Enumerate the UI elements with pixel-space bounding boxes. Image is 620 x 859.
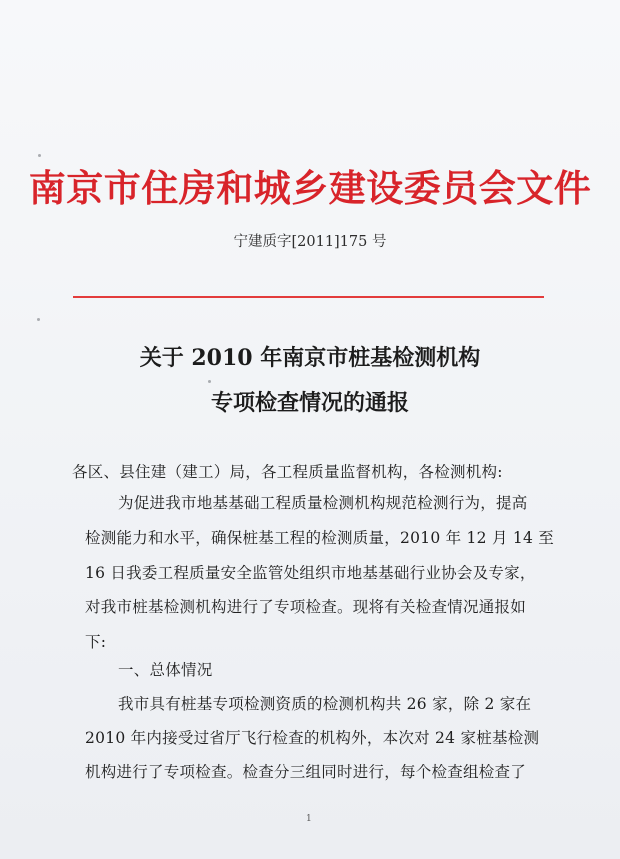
- scan-speck: [208, 380, 211, 383]
- salutation: 各区、县住建（建工）局，各工程质量监督机构，各检测机构:: [72, 463, 503, 481]
- section-heading: 一、总体情况: [118, 661, 213, 679]
- section-line: 2010 年内接受过省厅飞行检查的机构外，本次对 24 家桩基检测: [85, 729, 540, 747]
- section-line: 机构进行了专项检查。检查分三组同时进行，每个检查组检查了: [85, 763, 527, 781]
- paragraph-line: 下:: [85, 633, 107, 651]
- red-divider-line: [73, 296, 544, 298]
- scan-speck: [37, 318, 40, 321]
- paragraph-line: 为促进我市地基基础工程质量检测机构规范检测行为，提高: [118, 494, 528, 512]
- document-header-title: 南京市住房和城乡建设委员会文件: [28, 166, 592, 210]
- paragraph-line: 16 日我委工程质量安全监管处组织市地基基础行业协会及专家，: [85, 564, 536, 582]
- paragraph-line: 检测能力和水平，确保桩基工程的检测质量，2010 年 12 月 14 至: [85, 529, 555, 547]
- page-number: 1: [306, 814, 312, 824]
- document-number: 宁建质字[2011]175 号: [233, 234, 387, 250]
- notice-title-line-2: 专项检查情况的通报: [210, 390, 409, 416]
- scan-speck: [38, 154, 41, 157]
- paragraph-line: 对我市桩基检测机构进行了专项检查。现将有关检查情况通报如: [85, 598, 527, 616]
- section-line: 我市具有桩基专项检测资质的检测机构共 26 家，除 2 家在: [118, 695, 532, 713]
- notice-title-line-1: 关于 2010 年南京市桩基检测机构: [139, 345, 481, 371]
